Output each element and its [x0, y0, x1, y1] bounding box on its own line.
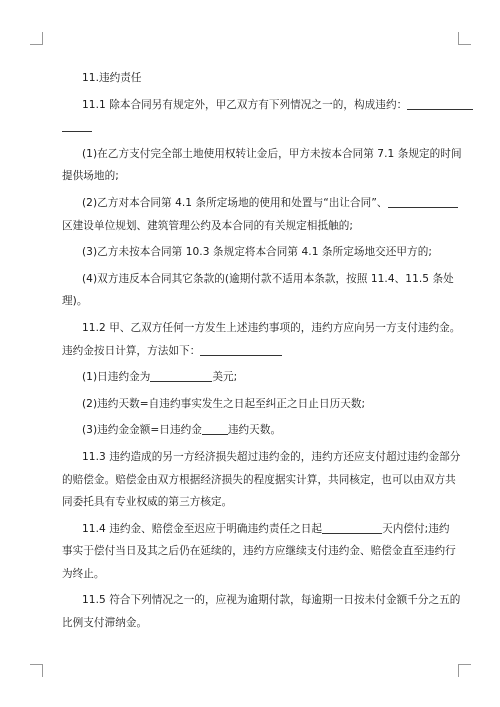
- text-line: [62, 143, 462, 166]
- line-text: (2)违约天数=自违约事实发生之日起至纠正之日止日历天数;: [82, 397, 366, 410]
- text-line: [62, 165, 440, 188]
- text-line: [62, 589, 461, 612]
- line-suffix-text: 违约天数。: [227, 424, 282, 437]
- line-text: (4)双方违反本合同其它条款的(逾期付款不适用本条款，按照 11.4、11.5 条处: [82, 272, 454, 285]
- line-text: (1)日违约金为: [82, 371, 151, 384]
- text-line: [62, 419, 440, 442]
- line-text: 的赔偿金。赔偿金由双方根据经济损失的程度据实计算，共同核定，也可以由双方共: [62, 473, 456, 486]
- line-suffix-text: 美元;: [212, 371, 238, 384]
- line-text: (1)在乙方支付完全部土地使用权转让金后，甲方未按本合同第 7.1 条规定的时间: [82, 147, 462, 160]
- text-line: [62, 469, 456, 492]
- line-text: 11.2 甲、乙双方任何一方发生上述违约事项的，违约方应向另一方支付违约金。: [82, 321, 461, 334]
- line-text: 同委托具有专业权威的第三方核定。: [62, 496, 233, 509]
- text-line: [62, 491, 440, 514]
- fill-in-blank: [388, 195, 458, 208]
- line-text: 事实于偿付当日及其之后仍在延续的，违约方应继续支付违约金、赔偿金直至违约行: [62, 545, 456, 558]
- corner-mark-bottom-right: [458, 664, 471, 677]
- corner-mark-bottom-left: [30, 664, 43, 677]
- line-text: 11.1 除本合同另有规定外，甲乙双方有下列情况之一的，构成违约：: [82, 98, 408, 111]
- line-text: (2)乙方对本合同第 4.1 条所定场地的使用和处置与“出让合同”、: [82, 196, 388, 209]
- line-text: 11.3 违约造成的另一方经济损失超过违约金的，违约方还应支付超过违约金部分: [82, 450, 461, 463]
- text-line: [62, 540, 456, 563]
- line-text: 11.5 符合下列情况之一的，应视为逾期付款，每逾期一日按未付金额千分之五的: [82, 594, 461, 607]
- fill-in-blank: [407, 97, 473, 110]
- text-line: [62, 192, 440, 215]
- fill-in-blank: [322, 521, 382, 534]
- text-line: [62, 317, 461, 340]
- line-text: (3)违约金金额=日违约金: [82, 424, 202, 437]
- line-suffix-text: 天内偿付;违约: [382, 522, 450, 535]
- text-line: [62, 268, 454, 291]
- text-line: [62, 612, 440, 635]
- fill-in-blank: [62, 119, 92, 132]
- fill-in-blank: [150, 369, 212, 382]
- text-line: [62, 518, 450, 541]
- line-text: 违约金按日计算，方法如下：: [62, 344, 201, 357]
- text-line: [62, 446, 461, 469]
- text-line: [62, 366, 440, 389]
- text-line: [62, 563, 440, 586]
- line-text: (3)乙方未按本合同第 10.3 条规定将本合同第 4.1 条所定场地交还甲方的;: [82, 246, 432, 259]
- line-text: 11.4 违约金、赔偿金至迟应于明确违约责任之日起: [82, 522, 323, 535]
- fill-in-blank: [200, 343, 282, 356]
- line-text: 11.违约责任: [82, 72, 142, 84]
- text-line: [62, 241, 440, 264]
- document-body: [62, 67, 462, 635]
- corner-mark-top-right: [458, 32, 471, 45]
- text-line: [62, 290, 440, 313]
- line-text: 比例支付滞纳金。: [62, 617, 148, 630]
- line-text: 理)。: [62, 295, 88, 308]
- line-text: 为终止。: [62, 567, 105, 580]
- line-text: 提供场地的;: [62, 170, 119, 183]
- text-line: [62, 215, 440, 238]
- text-line: [62, 340, 440, 363]
- text-line: [62, 94, 440, 117]
- fill-in-blank: [202, 422, 228, 435]
- text-line: [62, 67, 440, 90]
- line-text: 区建设单位规划、建筑管理公约及本合同的有关规定相抵触的;: [62, 219, 353, 232]
- corner-mark-top-left: [30, 32, 43, 45]
- text-line: [62, 393, 440, 416]
- text-line: [62, 116, 440, 139]
